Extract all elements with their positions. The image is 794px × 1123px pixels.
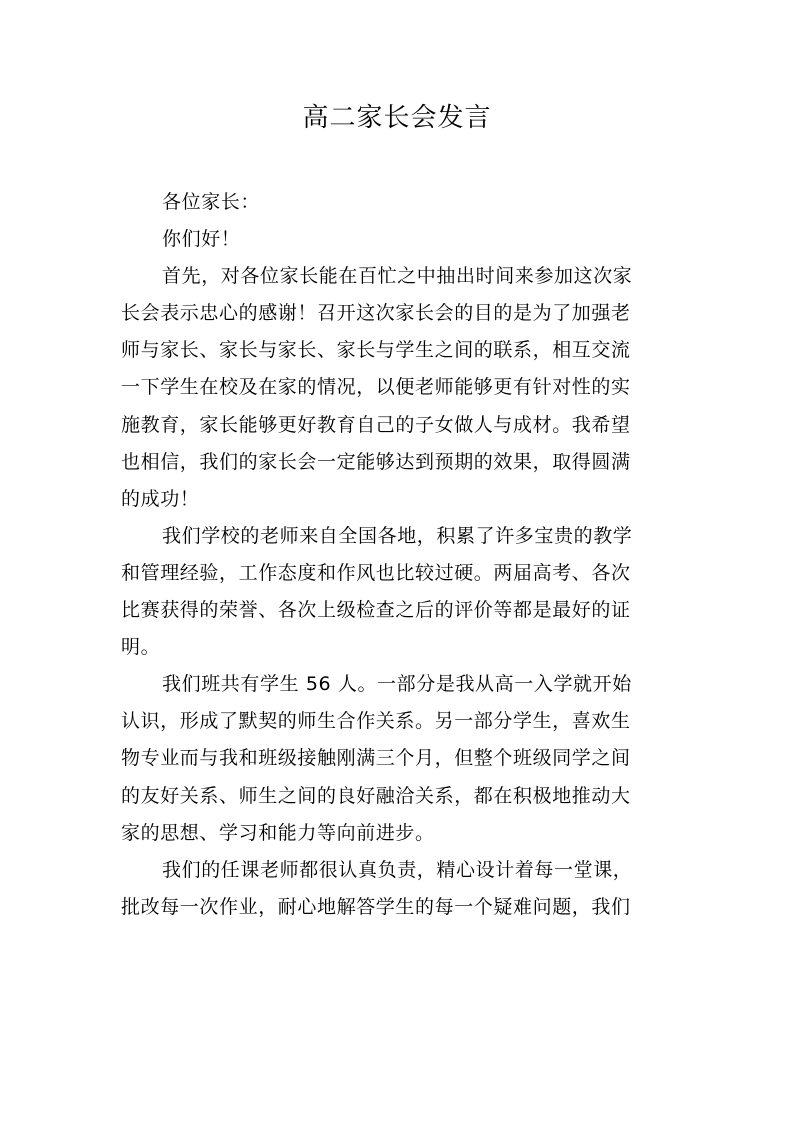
paragraph-2-line-2: 和管理经验，工作态度和作风也比较过硬。两届高考、各次: [121, 561, 631, 584]
paragraph-1-line-5: 施教育，家长能够更好教育自己的子女做人与成材。我希望: [121, 413, 631, 436]
paragraph-1-line-1: 首先，对各位家长能在百忙之中抽出时间来参加这次家: [162, 265, 633, 288]
document-title: 高二家长会发言: [302, 103, 492, 133]
paragraph-3-line-2: 认识，形成了默契的师生合作关系。另一部分学生，喜欢生: [121, 710, 631, 733]
paragraph-3-line-4: 的友好关系、师生之间的良好融洽关系，都在积极地推动大: [121, 784, 631, 807]
paragraph-1-line-7: 的成功！: [121, 487, 200, 510]
paragraph-3-line-1: 我们班共有学生 56 人。一部分是我从高一入学就开始: [162, 673, 632, 696]
paragraph-2-line-4: 明。: [121, 636, 161, 659]
paragraph-2-line-1: 我们学校的老师来自全国各地，积累了许多宝贵的教学: [162, 524, 633, 547]
document-body: [121, 184, 681, 926]
greeting-line: 你们好！: [162, 228, 241, 251]
paragraph-4-line-1: 我们的任课老师都很认真负责，精心设计着每一堂课，: [162, 858, 633, 881]
paragraph-3-line-5: 家的思想、学习和能力等向前进步。: [121, 821, 435, 844]
paragraph-1-line-3: 师与家长、家长与家长、家长与学生之间的联系，相互交流: [121, 339, 631, 362]
paragraph-1-line-6: 也相信，我们的家长会一定能够达到预期的效果，取得圆满: [121, 450, 631, 473]
paragraph-1-line-4: 一下学生在校及在家的情况，以便老师能够更有针对性的实: [121, 376, 631, 399]
paragraph-2-line-3: 比赛获得的荣誉、各次上级检查之后的评价等都是最好的证: [121, 599, 631, 622]
paragraph-3-line-3: 物专业而与我和班级接触刚满三个月，但整个班级同学之间: [121, 747, 631, 770]
paragraph-4-line-2: 批改每一次作业，耐心地解答学生的每一个疑难问题，我们: [121, 895, 631, 918]
salutation-line: 各位家长：: [162, 191, 261, 213]
paragraph-1-line-2: 长会表示忠心的感谢！召开这次家长会的目的是为了加强老: [121, 302, 631, 325]
